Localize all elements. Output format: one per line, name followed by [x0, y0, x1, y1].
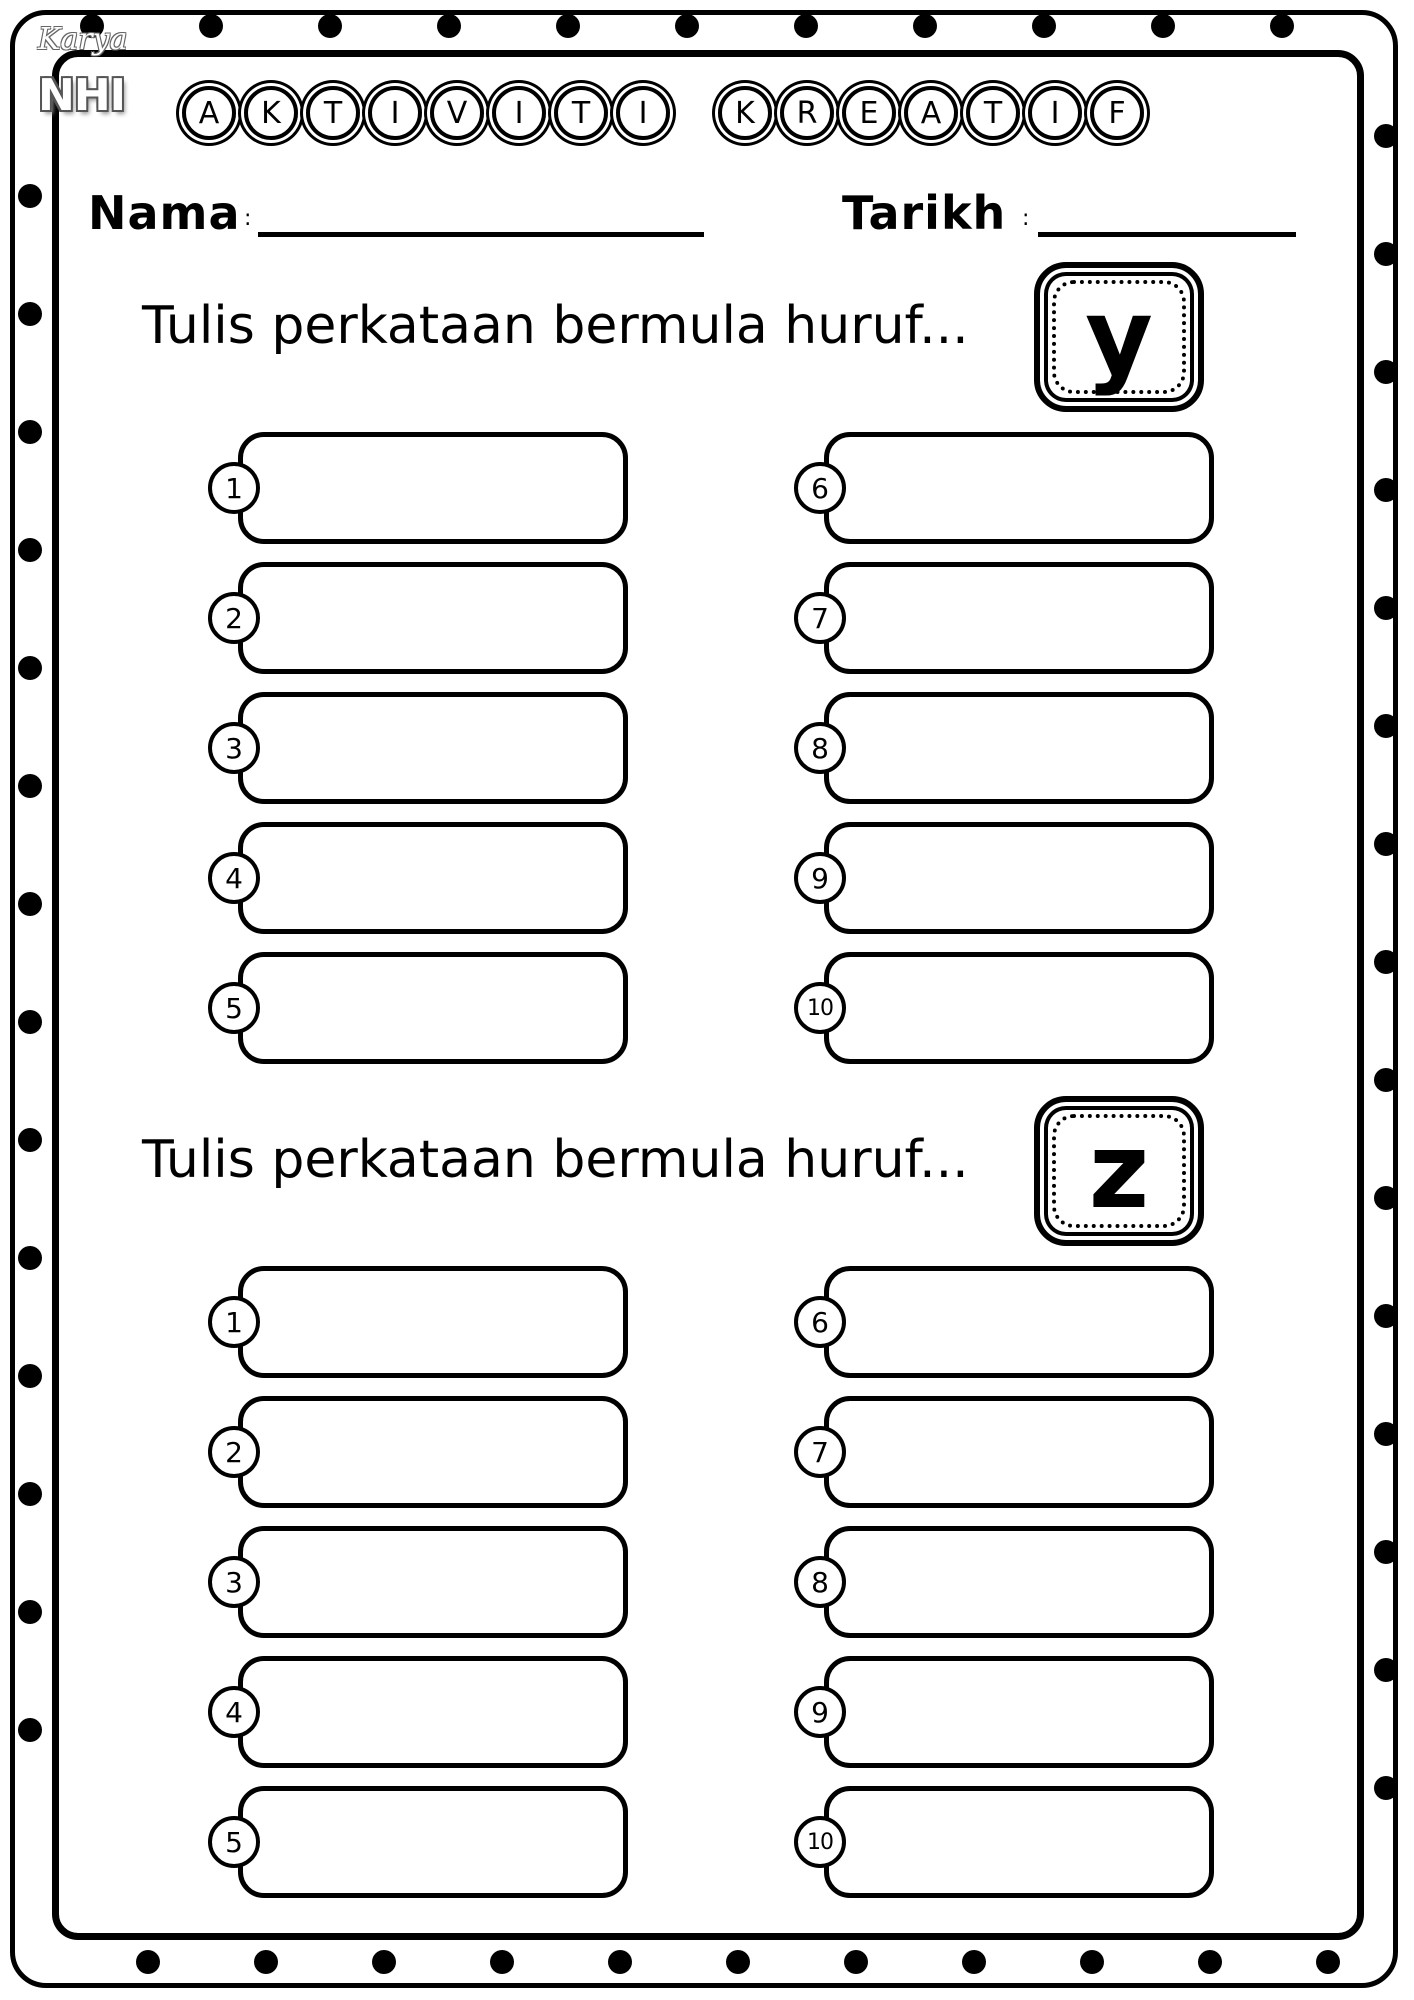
answer-box[interactable]	[238, 1656, 628, 1768]
title-letter: I	[368, 86, 422, 140]
name-label: Nama	[88, 186, 241, 240]
border-dot	[1374, 1186, 1398, 1210]
item-number: 2	[208, 1426, 260, 1478]
border-dot	[254, 1950, 278, 1974]
border-dot	[1374, 1068, 1398, 1092]
answer-box[interactable]	[824, 952, 1214, 1064]
border-dot	[1374, 950, 1398, 974]
border-dot	[1374, 1422, 1398, 1446]
answer-box[interactable]	[824, 1526, 1214, 1638]
item-number: 7	[794, 592, 846, 644]
item-number: 1	[208, 1296, 260, 1348]
border-dot	[1374, 360, 1398, 384]
title-letter: K	[718, 86, 772, 140]
item-number: 7	[794, 1426, 846, 1478]
brand-mark: NHI	[38, 70, 126, 121]
name-field[interactable]	[258, 232, 704, 237]
border-dot	[18, 420, 42, 444]
title-letter: T	[306, 86, 360, 140]
border-dot	[1374, 1658, 1398, 1682]
border-dot	[608, 1950, 632, 1974]
title-letter: R	[780, 86, 834, 140]
item-number: 8	[794, 1556, 846, 1608]
title-letter: V	[430, 86, 484, 140]
answer-box[interactable]	[238, 1786, 628, 1898]
border-dot	[1374, 1776, 1398, 1800]
title-letter: I	[616, 86, 670, 140]
border-dot	[1374, 242, 1398, 266]
border-dot	[844, 1950, 868, 1974]
answer-box[interactable]	[824, 1266, 1214, 1378]
item-number: 4	[208, 852, 260, 904]
border-dot	[556, 14, 580, 38]
date-colon: :	[1022, 206, 1030, 231]
answer-box[interactable]	[824, 562, 1214, 674]
answer-box[interactable]	[238, 692, 628, 804]
title-letter: A	[904, 86, 958, 140]
badge-letter: z	[1088, 1110, 1150, 1232]
title-letter: A	[182, 86, 236, 140]
answer-box[interactable]	[824, 822, 1214, 934]
title-letter: T	[554, 86, 608, 140]
border-dot	[490, 1950, 514, 1974]
border-dot	[1198, 1950, 1222, 1974]
letter-badge-z	[1034, 1096, 1204, 1246]
title-letter: I	[1028, 86, 1082, 140]
item-number: 3	[208, 1556, 260, 1608]
item-number: 6	[794, 1296, 846, 1348]
border-dot	[1080, 1950, 1104, 1974]
answer-box[interactable]	[238, 822, 628, 934]
border-dot	[18, 774, 42, 798]
answer-box[interactable]	[824, 1786, 1214, 1898]
answer-box[interactable]	[824, 1656, 1214, 1768]
border-dot	[199, 14, 223, 38]
title-letter: K	[244, 86, 298, 140]
item-number: 4	[208, 1686, 260, 1738]
border-dot	[962, 1950, 986, 1974]
item-number: 9	[794, 852, 846, 904]
border-dot	[437, 14, 461, 38]
instruction-y: Tulis perkataan bermula huruf...	[142, 296, 969, 356]
item-number: 9	[794, 1686, 846, 1738]
item-number: 1	[208, 462, 260, 514]
border-dot	[913, 14, 937, 38]
title-letter: E	[842, 86, 896, 140]
border-dot	[1374, 596, 1398, 620]
item-number: 2	[208, 592, 260, 644]
border-dot	[372, 1950, 396, 1974]
answer-box[interactable]	[824, 692, 1214, 804]
badge-letter: y	[1085, 276, 1153, 398]
border-dot	[1032, 14, 1056, 38]
border-dot	[1374, 124, 1398, 148]
answer-box[interactable]	[238, 1396, 628, 1508]
title-letter: F	[1090, 86, 1144, 140]
border-dot	[18, 1246, 42, 1270]
border-dot	[318, 14, 342, 38]
border-dot	[1374, 1304, 1398, 1328]
border-dot	[136, 1950, 160, 1974]
border-dot	[18, 1128, 42, 1152]
border-dot	[1270, 14, 1294, 38]
border-dot	[18, 656, 42, 680]
border-dot	[18, 892, 42, 916]
name-colon: :	[244, 206, 252, 231]
border-dot	[18, 1718, 42, 1742]
instruction-z: Tulis perkataan bermula huruf...	[142, 1130, 969, 1190]
date-field[interactable]	[1038, 232, 1296, 237]
answer-box[interactable]	[238, 562, 628, 674]
border-dot	[1374, 832, 1398, 856]
item-number: 8	[794, 722, 846, 774]
answer-box[interactable]	[238, 1266, 628, 1378]
border-dot	[1151, 14, 1175, 38]
item-number: 5	[208, 982, 260, 1034]
worksheet-title	[176, 82, 1146, 144]
answer-box[interactable]	[824, 432, 1214, 544]
brand-logo	[20, 22, 140, 126]
border-dot	[726, 1950, 750, 1974]
answer-box[interactable]	[238, 952, 628, 1064]
border-dot	[794, 14, 818, 38]
answer-box[interactable]	[824, 1396, 1214, 1508]
brand-script: Karya	[38, 22, 128, 57]
border-dot	[18, 538, 42, 562]
border-dot	[18, 1010, 42, 1034]
item-number: 10	[794, 1816, 846, 1868]
answer-box[interactable]	[238, 432, 628, 544]
title-letter: T	[966, 86, 1020, 140]
answer-box[interactable]	[238, 1526, 628, 1638]
border-dot	[1374, 478, 1398, 502]
item-number: 5	[208, 1816, 260, 1868]
border-dot	[1374, 1540, 1398, 1564]
title-letter: I	[492, 86, 546, 140]
border-dot	[1374, 714, 1398, 738]
item-number: 10	[794, 982, 846, 1034]
date-label: Tarikh	[842, 186, 1007, 240]
border-dot	[18, 1600, 42, 1624]
border-dot	[18, 184, 42, 208]
item-number: 3	[208, 722, 260, 774]
border-dot	[1316, 1950, 1340, 1974]
border-dot	[675, 14, 699, 38]
item-number: 6	[794, 462, 846, 514]
border-dot	[18, 1364, 42, 1388]
border-dot	[18, 1482, 42, 1506]
border-dot	[18, 302, 42, 326]
letter-badge-y	[1034, 262, 1204, 412]
